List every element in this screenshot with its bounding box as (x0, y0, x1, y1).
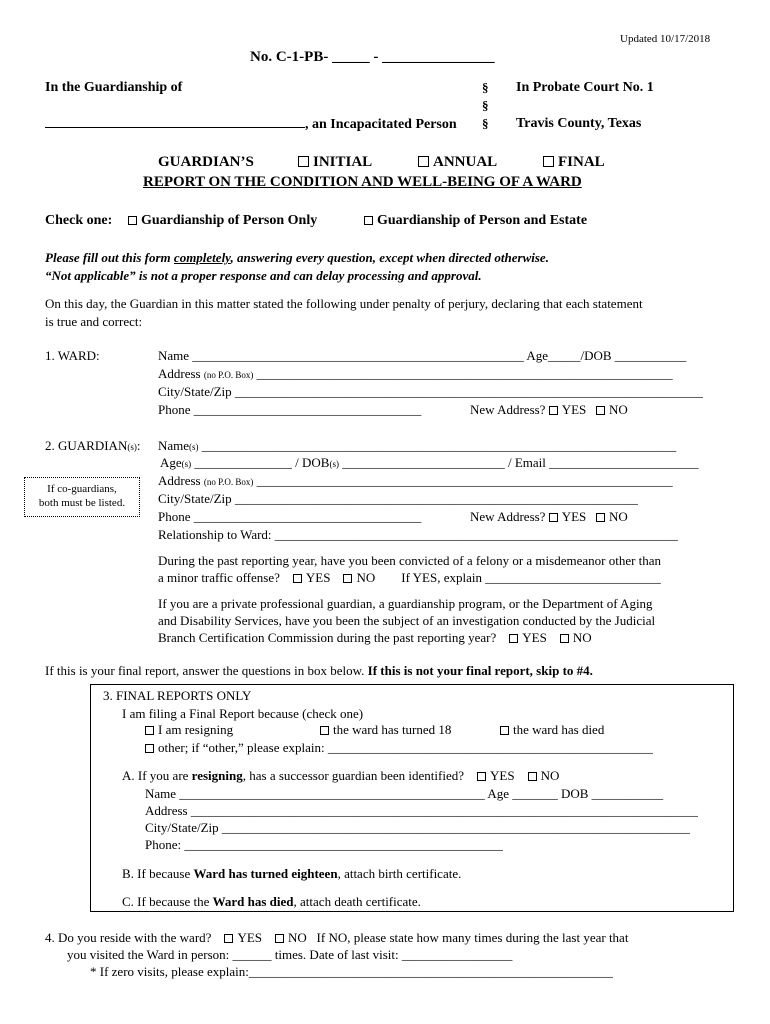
guardian-name-field[interactable]: Name(s) _________________________________________________________________________ (158, 438, 677, 453)
ward-died-note: C. If because the Ward has died, attach death certificate. (122, 894, 421, 909)
ward-section-label: 1. WARD: (45, 348, 100, 363)
checkbox-icon[interactable] (596, 513, 605, 522)
person-estate-option[interactable] (364, 213, 587, 229)
checkbox-icon[interactable] (293, 574, 302, 583)
successor-phone-field[interactable]: Phone: _________________________________________________ (145, 837, 503, 852)
incapacitated-label: , an Incapacitated Person (305, 117, 457, 132)
professional-question-line1: If you are a private professional guardian, a guardianship program, or the Department of Aging (158, 596, 653, 611)
initial-label: INITIAL (313, 154, 373, 170)
reside-question: 4. Do you reside with the ward? YES NO If NO, please state how many times during the last year that (45, 930, 629, 945)
ward-city-field[interactable]: City/State/Zip ________________________________________________________________________ (158, 384, 703, 399)
oath-line1: On this day, the Guardian in this matter stated the following under penalty of perjury, declaring that each statement (45, 296, 643, 311)
checkbox-icon[interactable] (145, 726, 154, 735)
section-mark: § (482, 98, 489, 113)
guardian-new-address: New Address? YES NO (470, 509, 628, 524)
section-mark: § (482, 116, 489, 131)
professional-question-line3: Branch Certification Commission during the past reporting year? YES NO (158, 630, 592, 645)
zero-visits-field[interactable]: * If zero visits, please explain:________________________________________________________ (90, 964, 613, 979)
guardian-age-dob-email[interactable]: Age(s) _______________ / DOB(s) _________________________ / Email _______________________ (160, 455, 699, 470)
turned-18-option[interactable]: the ward has turned 18 (320, 722, 451, 738)
updated-date: Updated 10/17/2018 (620, 33, 711, 45)
co-guardian-note: If co-guardians, both must be listed. (24, 477, 140, 517)
final-reports-heading: 3. FINAL REPORTS ONLY (103, 688, 252, 703)
case-number-field[interactable]: No. C-1-PB- _____ - _______________ (250, 49, 495, 65)
successor-address-field[interactable]: Address ______________________________________________________________________________ (145, 803, 698, 818)
check-one-label: Check one: (45, 213, 113, 228)
ward-phone-field[interactable]: Phone ___________________________________ (158, 402, 422, 417)
guardian-phone-field[interactable]: Phone ___________________________________ (158, 509, 422, 524)
checkbox-icon[interactable] (145, 744, 154, 753)
checkbox-icon[interactable] (500, 726, 509, 735)
checkbox-icon[interactable] (128, 216, 137, 225)
guardians-label: GUARDIAN’S (158, 154, 254, 170)
guardian-city-field[interactable]: City/State/Zip ______________________________________________________________ (158, 491, 638, 506)
checkbox-icon[interactable] (549, 406, 558, 415)
ward-new-address: New Address? YES NO (470, 402, 628, 417)
professional-question-line2: and Disability Services, have you been the subject of an investigation conducted by the Judicial (158, 613, 656, 628)
felony-question-line1: During the past reporting year, have you been convicted of a felony or a misdemeanor other than (158, 553, 662, 568)
final-report-intro: If this is your final report, answer the questions in box below. If this is not your final report, skip to #4. (45, 663, 593, 678)
oath-line2: is true and correct: (45, 314, 143, 329)
felony-question-line2: a minor traffic offense? YES NO If YES, explain ___________________________ (158, 570, 661, 585)
checkbox-icon[interactable] (343, 574, 352, 583)
resigning-option[interactable]: I am resigning (145, 722, 233, 738)
initial-option[interactable] (298, 154, 372, 170)
successor-city-field[interactable]: City/State/Zip ________________________________________________________________________ (145, 820, 690, 835)
turned-eighteen-note: B. If because Ward has turned eighteen, attach birth certificate. (122, 866, 462, 881)
successor-name-field[interactable]: Name _______________________________________________ Age _______ DOB ___________ (145, 786, 664, 801)
guardian-section-label: 2. GUARDIAN(s): (45, 438, 141, 453)
instructions-line2: “Not applicable” is not a proper response and can delay processing and approval. (45, 268, 482, 283)
checkbox-icon[interactable] (418, 156, 429, 167)
checkbox-icon[interactable] (560, 634, 569, 643)
ward-name-line[interactable] (45, 116, 305, 128)
relationship-field[interactable]: Relationship to Ward: ______________________________________________________________ (158, 527, 678, 542)
final-because-label: I am filing a Final Report because (check one) (122, 706, 364, 721)
annual-label: ANNUAL (433, 154, 498, 170)
checkbox-icon[interactable] (298, 156, 309, 167)
report-title: REPORT ON THE CONDITION AND WELL-BEING OF A WARD (143, 174, 582, 190)
section-mark: § (482, 80, 489, 95)
ward-died-option[interactable]: the ward has died (500, 722, 604, 738)
ward-name-caption[interactable] (45, 116, 457, 133)
guardian-address-field[interactable]: Address (no P.O. Box) ________________________________________________________________ (158, 473, 673, 488)
visits-field[interactable]: you visited the Ward in person: ______ times. Date of last visit: _________________ (67, 947, 513, 962)
other-option[interactable]: other; if “other,” please explain: __________________________________________________ (145, 740, 653, 756)
instructions-line1: Please fill out this form completely, answering every question, except when directed otherwise. (45, 250, 549, 265)
county-label: Travis County, Texas (516, 116, 642, 131)
final-option[interactable] (543, 154, 605, 170)
person-only-label: Guardianship of Person Only (141, 213, 318, 228)
successor-question: A. If you are resigning, has a successor guardian been identified? YES NO (122, 768, 560, 783)
checkbox-icon[interactable] (549, 513, 558, 522)
annual-option[interactable] (418, 154, 497, 170)
checkbox-icon[interactable] (509, 634, 518, 643)
checkbox-icon[interactable] (364, 216, 373, 225)
person-estate-label: Guardianship of Person and Estate (377, 213, 588, 228)
checkbox-icon[interactable] (543, 156, 554, 167)
final-label: FINAL (558, 154, 605, 170)
checkbox-icon[interactable] (477, 772, 486, 781)
ward-address-field[interactable]: Address (no P.O. Box) ________________________________________________________________ (158, 366, 673, 381)
person-only-option[interactable] (128, 213, 317, 229)
probate-court: In Probate Court No. 1 (516, 80, 654, 95)
ward-name-field[interactable]: Name ___________________________________________________ Age_____/DOB ___________ (158, 348, 687, 363)
checkbox-icon[interactable] (528, 772, 537, 781)
checkbox-icon[interactable] (275, 934, 284, 943)
checkbox-icon[interactable] (320, 726, 329, 735)
checkbox-icon[interactable] (224, 934, 233, 943)
checkbox-icon[interactable] (596, 406, 605, 415)
guardianship-of-label: In the Guardianship of (45, 80, 183, 95)
